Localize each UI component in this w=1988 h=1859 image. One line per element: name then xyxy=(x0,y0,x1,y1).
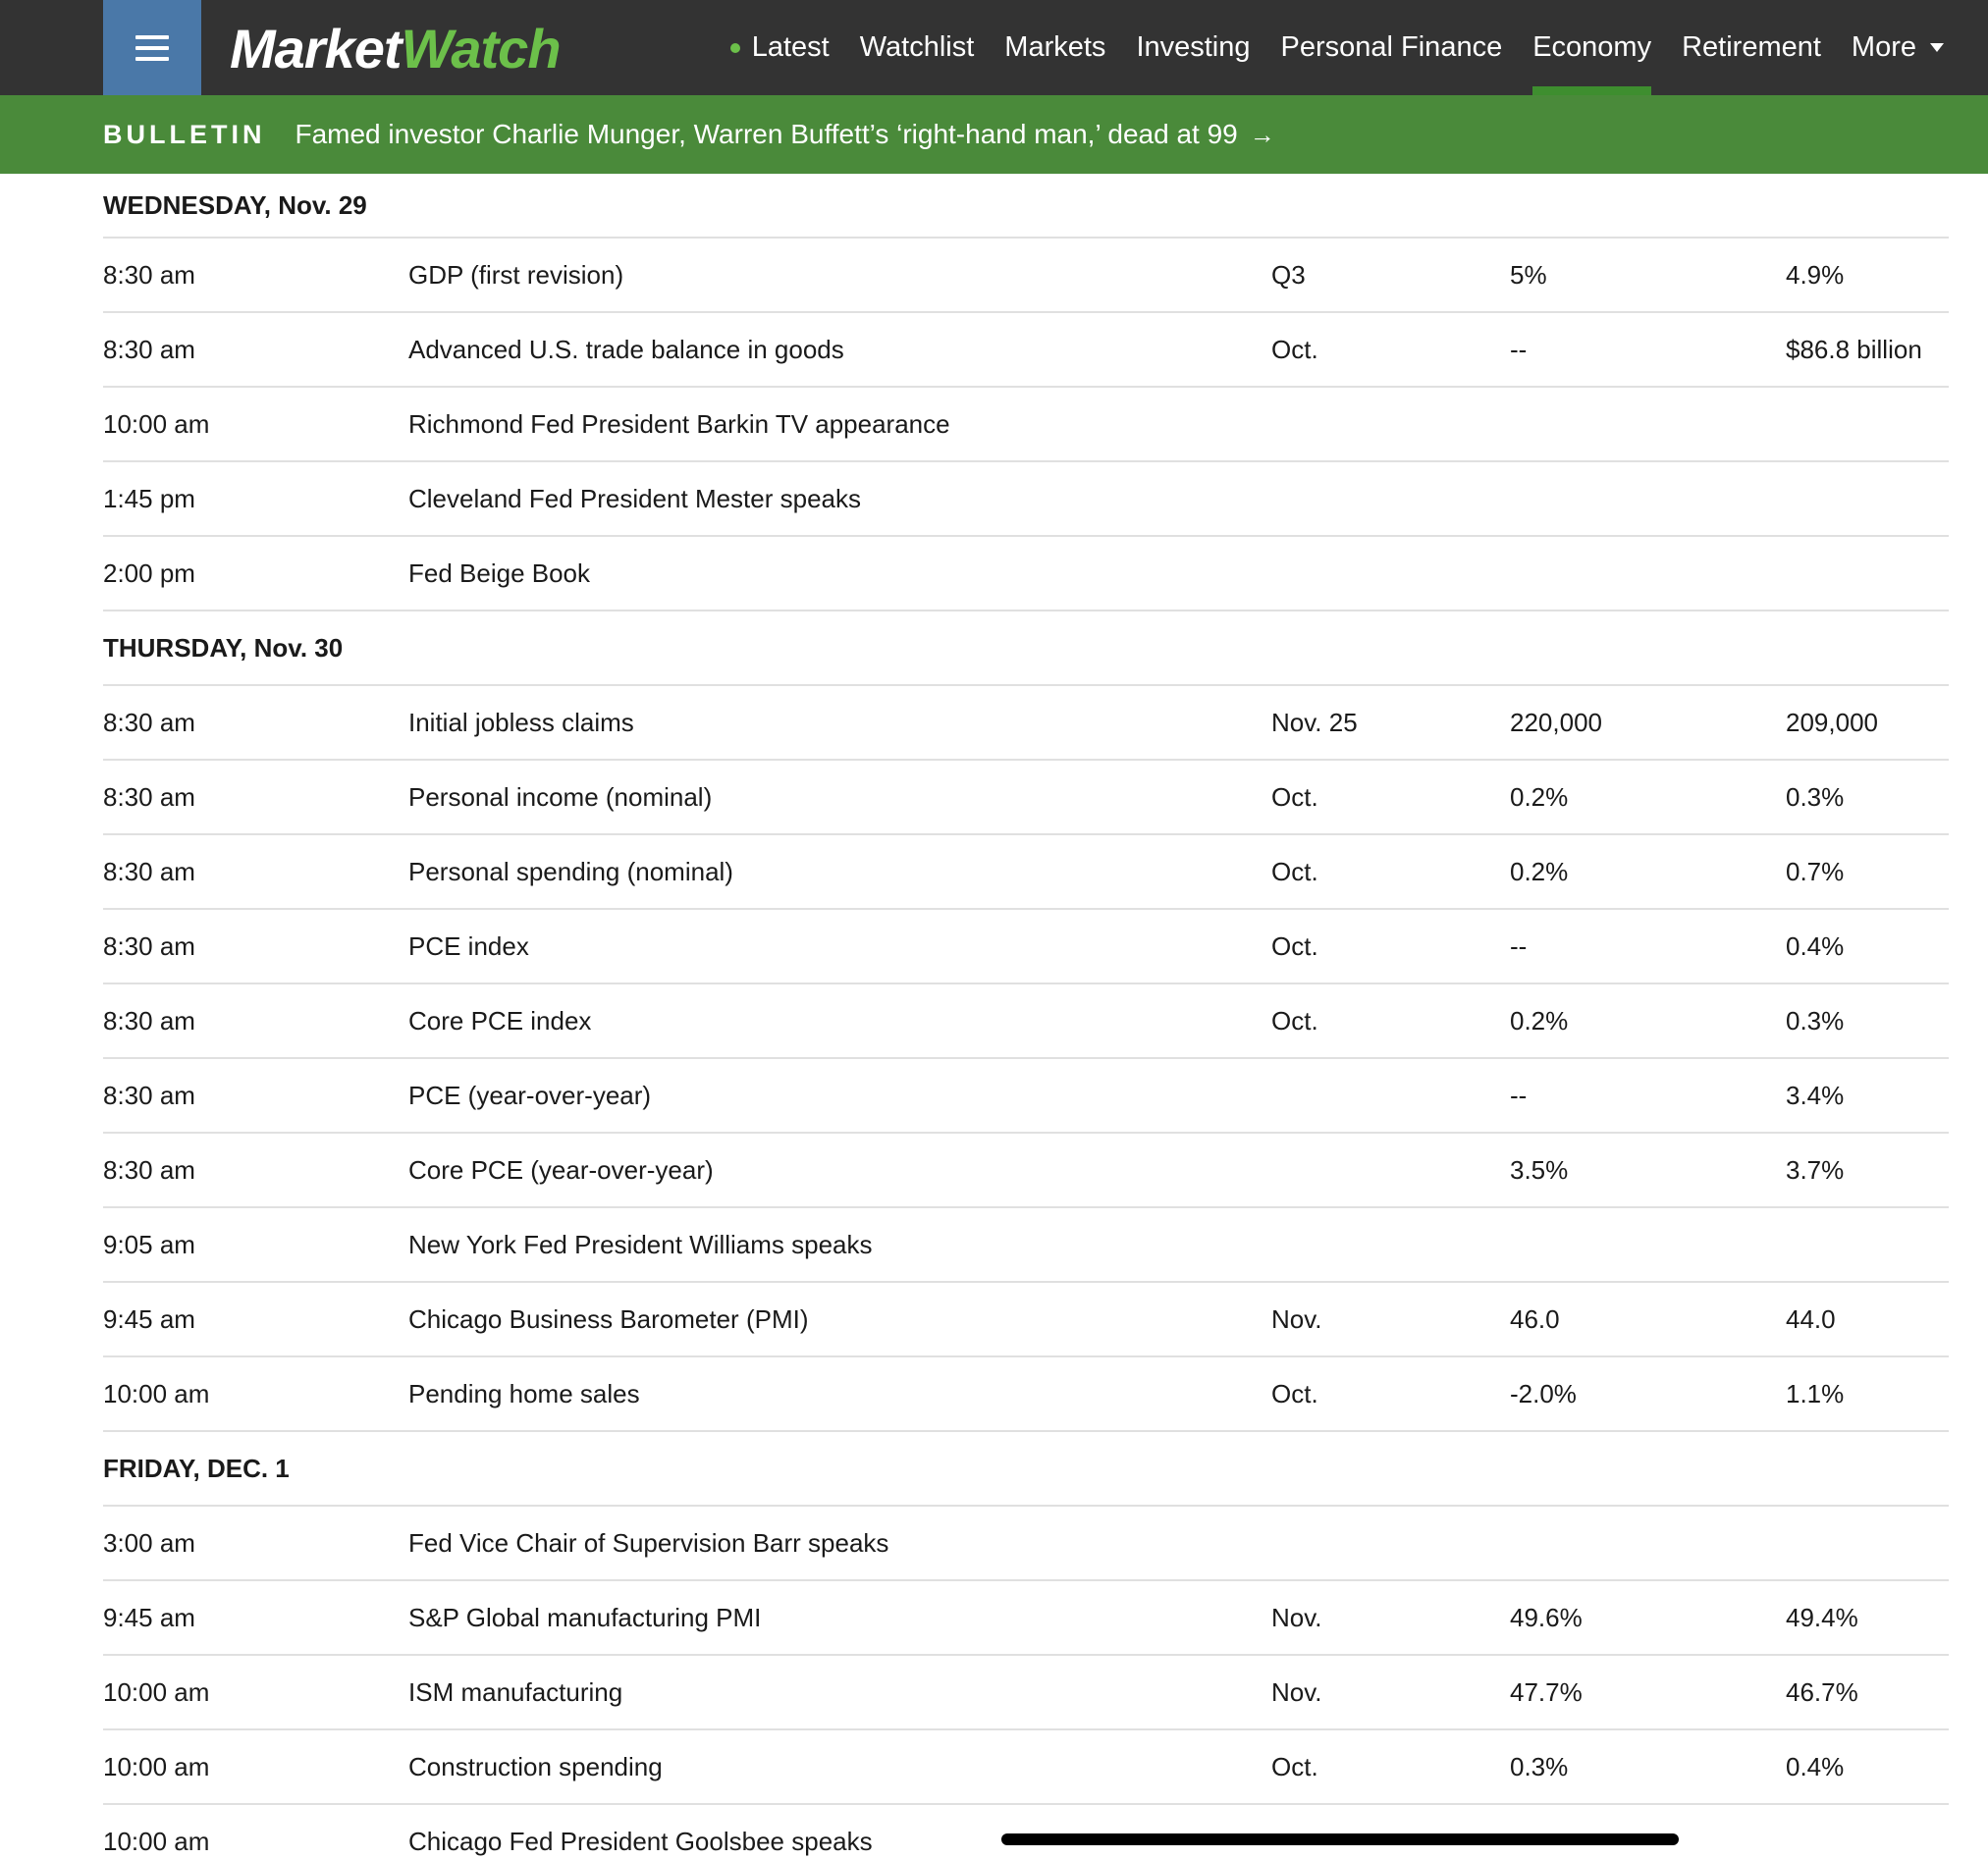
logo-watch: Watch xyxy=(401,17,561,80)
live-dot-icon xyxy=(730,43,740,53)
event-name: Advanced U.S. trade balance in goods xyxy=(408,334,844,364)
event-time: 2:00 pm xyxy=(103,558,195,588)
event-period: Oct. xyxy=(1271,930,1318,961)
event-previous: 4.9% xyxy=(1786,259,1845,290)
event-forecast: 49.6% xyxy=(1510,1602,1583,1632)
caret-down-icon xyxy=(1930,43,1944,52)
event-name: GDP (first revision) xyxy=(408,259,624,290)
table-row xyxy=(103,1357,1949,1432)
event-name: ISM manufacturing xyxy=(408,1676,623,1707)
event-previous: 49.4% xyxy=(1786,1602,1858,1632)
event-name: Chicago Fed President Goolsbee speaks xyxy=(408,1826,873,1856)
nav-item-retirement[interactable] xyxy=(1682,0,1821,95)
table-row xyxy=(103,462,1949,537)
event-time: 8:30 am xyxy=(103,707,195,737)
event-forecast: -- xyxy=(1510,334,1528,364)
event-forecast: -2.0% xyxy=(1510,1378,1577,1408)
day-label: FRIDAY, DEC. 1 xyxy=(103,1453,290,1483)
event-previous: 0.3% xyxy=(1786,1005,1845,1036)
event-period: Oct. xyxy=(1271,1005,1318,1036)
nav-item-label: Retirement xyxy=(1682,31,1821,63)
event-forecast: 3.5% xyxy=(1510,1154,1569,1185)
logo-market: Market xyxy=(230,17,402,80)
event-previous: 0.4% xyxy=(1786,930,1845,961)
event-name: New York Fed President Williams speaks xyxy=(408,1229,873,1259)
event-time: 3:00 am xyxy=(103,1527,195,1558)
menu-line xyxy=(135,35,169,39)
event-time: 8:30 am xyxy=(103,1080,195,1110)
arrow-right-icon: → xyxy=(1249,119,1275,149)
table-row xyxy=(103,984,1949,1059)
bulletin-headline[interactable]: Famed investor Charlie Munger, Warren Buffett’s ‘right-hand man,’ dead at 99 xyxy=(295,119,1238,149)
event-name: S&P Global manufacturing PMI xyxy=(408,1602,762,1632)
event-time: 10:00 am xyxy=(103,1676,210,1707)
day-label: WEDNESDAY, Nov. 29 xyxy=(103,189,367,220)
nav-item-investing[interactable] xyxy=(1136,0,1250,95)
event-time: 1:45 pm xyxy=(103,483,195,513)
event-time: 10:00 am xyxy=(103,1378,210,1408)
marketwatch-logo[interactable] xyxy=(230,14,561,82)
event-time: 9:45 am xyxy=(103,1602,195,1632)
event-period: Oct. xyxy=(1271,1751,1318,1781)
event-forecast: -- xyxy=(1510,1080,1528,1110)
nav-item-markets[interactable] xyxy=(1004,0,1105,95)
event-name: Personal income (nominal) xyxy=(408,781,713,812)
event-name: Core PCE (year-over-year) xyxy=(408,1154,714,1185)
event-forecast: 5% xyxy=(1510,259,1547,290)
table-row xyxy=(103,686,1949,761)
event-period: Nov. xyxy=(1271,1602,1322,1632)
table-row xyxy=(103,910,1949,984)
nav-item-personal-finance[interactable] xyxy=(1281,0,1503,95)
table-row xyxy=(103,1805,1949,1859)
event-time: 8:30 am xyxy=(103,856,195,886)
event-previous: 0.4% xyxy=(1786,1751,1845,1781)
event-name: PCE (year-over-year) xyxy=(408,1080,652,1110)
event-previous: 3.7% xyxy=(1786,1154,1845,1185)
bulletin-label: BULLETIN xyxy=(103,119,266,149)
event-forecast: 220,000 xyxy=(1510,707,1602,737)
nav-item-label: Economy xyxy=(1532,31,1652,63)
event-time: 8:30 am xyxy=(103,781,195,812)
table-row xyxy=(103,835,1949,910)
menu-line xyxy=(135,46,169,50)
table-row xyxy=(103,1730,1949,1805)
event-previous: 3.4% xyxy=(1786,1080,1845,1110)
table-row xyxy=(103,239,1949,313)
event-period: Oct. xyxy=(1271,781,1318,812)
event-time: 10:00 am xyxy=(103,1826,210,1856)
event-previous: 1.1% xyxy=(1786,1378,1845,1408)
nav-item-economy[interactable] xyxy=(1532,0,1651,95)
day-label: THURSDAY, Nov. 30 xyxy=(103,632,344,663)
event-forecast: 47.7% xyxy=(1510,1676,1583,1707)
event-period: Nov. xyxy=(1271,1303,1322,1334)
event-period: Oct. xyxy=(1271,856,1318,886)
bulletin-banner[interactable] xyxy=(0,95,1988,174)
event-previous: $86.8 billion xyxy=(1786,334,1922,364)
event-previous: 44.0 xyxy=(1786,1303,1836,1334)
menu-line xyxy=(135,57,169,61)
table-row xyxy=(103,1134,1949,1208)
day-header xyxy=(103,611,1949,686)
event-forecast: 0.3% xyxy=(1510,1751,1569,1781)
table-row xyxy=(103,1507,1949,1581)
event-previous: 0.7% xyxy=(1786,856,1845,886)
nav-item-label: Markets xyxy=(1004,31,1106,63)
event-name: Pending home sales xyxy=(408,1378,640,1408)
nav-item-label: Personal Finance xyxy=(1280,31,1503,63)
economic-calendar xyxy=(103,174,1949,1859)
event-time: 8:30 am xyxy=(103,930,195,961)
hamburger-menu-icon[interactable] xyxy=(103,0,201,95)
event-time: 8:30 am xyxy=(103,259,195,290)
event-time: 10:00 am xyxy=(103,408,210,439)
event-period: Oct. xyxy=(1271,334,1318,364)
event-name: PCE index xyxy=(408,930,529,961)
event-time: 9:05 am xyxy=(103,1229,195,1259)
event-previous: 0.3% xyxy=(1786,781,1845,812)
nav-item-label: Latest xyxy=(751,31,830,63)
event-forecast: -- xyxy=(1510,930,1528,961)
event-period: Nov. xyxy=(1271,1676,1322,1707)
event-name: Core PCE index xyxy=(408,1005,592,1036)
event-time: 9:45 am xyxy=(103,1303,195,1334)
table-row xyxy=(103,1283,1949,1357)
event-name: Chicago Business Barometer (PMI) xyxy=(408,1303,809,1334)
top-navigation-bar xyxy=(0,0,1988,95)
table-row xyxy=(103,1059,1949,1134)
event-period: Oct. xyxy=(1271,1378,1318,1408)
table-row xyxy=(103,1656,1949,1730)
event-forecast: 0.2% xyxy=(1510,781,1569,812)
table-row xyxy=(103,537,1949,611)
table-row xyxy=(103,761,1949,835)
event-forecast: 0.2% xyxy=(1510,1005,1569,1036)
table-row xyxy=(103,313,1949,388)
nav-menu xyxy=(730,0,1944,95)
nav-item-watchlist[interactable] xyxy=(860,0,975,95)
nav-item-label: Investing xyxy=(1136,31,1251,63)
event-name: Construction spending xyxy=(408,1751,663,1781)
table-row xyxy=(103,1581,1949,1656)
nav-item-label: More xyxy=(1851,31,1916,63)
nav-item-label: Watchlist xyxy=(859,31,975,63)
event-time: 10:00 am xyxy=(103,1751,210,1781)
table-row xyxy=(103,388,1949,462)
event-previous: 46.7% xyxy=(1786,1676,1858,1707)
event-previous: 209,000 xyxy=(1786,707,1878,737)
event-forecast: 0.2% xyxy=(1510,856,1569,886)
event-forecast: 46.0 xyxy=(1510,1303,1560,1334)
event-time: 8:30 am xyxy=(103,1005,195,1036)
day-header xyxy=(103,174,1949,239)
nav-item-more[interactable] xyxy=(1852,0,1944,95)
day-header xyxy=(103,1432,1949,1507)
table-row xyxy=(103,1208,1949,1283)
event-name: Fed Vice Chair of Supervision Barr speaks xyxy=(408,1527,889,1558)
home-indicator[interactable] xyxy=(1001,1833,1679,1845)
event-period: Nov. 25 xyxy=(1271,707,1358,737)
event-name: Personal spending (nominal) xyxy=(408,856,733,886)
event-name: Initial jobless claims xyxy=(408,707,634,737)
event-period: Q3 xyxy=(1271,259,1306,290)
event-time: 8:30 am xyxy=(103,1154,195,1185)
event-name: Cleveland Fed President Mester speaks xyxy=(408,483,862,513)
event-name: Fed Beige Book xyxy=(408,558,591,588)
event-time: 8:30 am xyxy=(103,334,195,364)
event-name: Richmond Fed President Barkin TV appearance xyxy=(408,408,950,439)
nav-item-latest[interactable] xyxy=(730,0,830,95)
